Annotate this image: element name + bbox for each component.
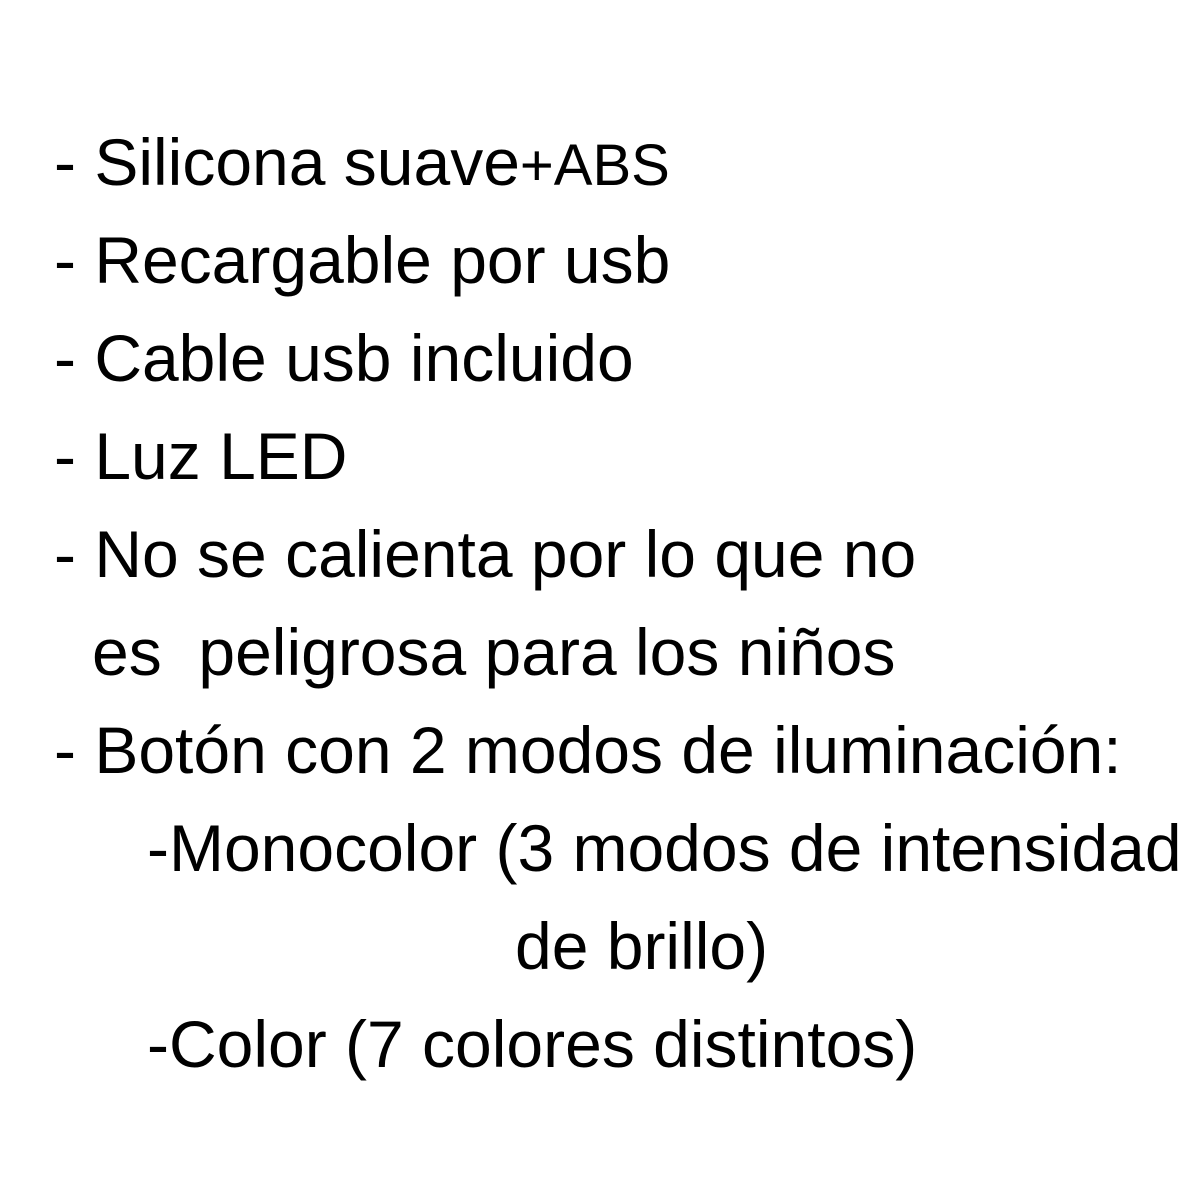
feature-line xyxy=(54,995,1200,1093)
feature-line-text: - Silicona suave xyxy=(54,125,520,199)
feature-line-text: de brillo) xyxy=(515,909,769,983)
feature-line-text: - Cable usb incluido xyxy=(54,321,634,395)
feature-line-text: -Color (7 colores distintos) xyxy=(147,1007,918,1081)
feature-line-suffix: +ABS xyxy=(519,133,670,198)
feature-line xyxy=(54,211,1200,309)
feature-line-text: - No se calienta por lo que no xyxy=(54,517,917,591)
feature-line xyxy=(54,701,1200,799)
feature-line-text: - Botón con 2 modos de iluminación: xyxy=(54,713,1122,787)
feature-line xyxy=(54,505,1200,603)
feature-line-text: -Monocolor (3 modos de intensidad xyxy=(147,811,1182,885)
feature-line-text: - Luz LED xyxy=(54,419,348,493)
feature-line-text: es peligrosa para los niños xyxy=(92,615,896,689)
feature-line xyxy=(54,897,1200,995)
feature-line xyxy=(54,407,1200,505)
feature-line-text: - Recargable por usb xyxy=(54,223,671,297)
feature-line xyxy=(54,799,1200,897)
feature-line xyxy=(54,309,1200,407)
feature-line xyxy=(54,113,1200,211)
feature-line xyxy=(54,603,1200,701)
